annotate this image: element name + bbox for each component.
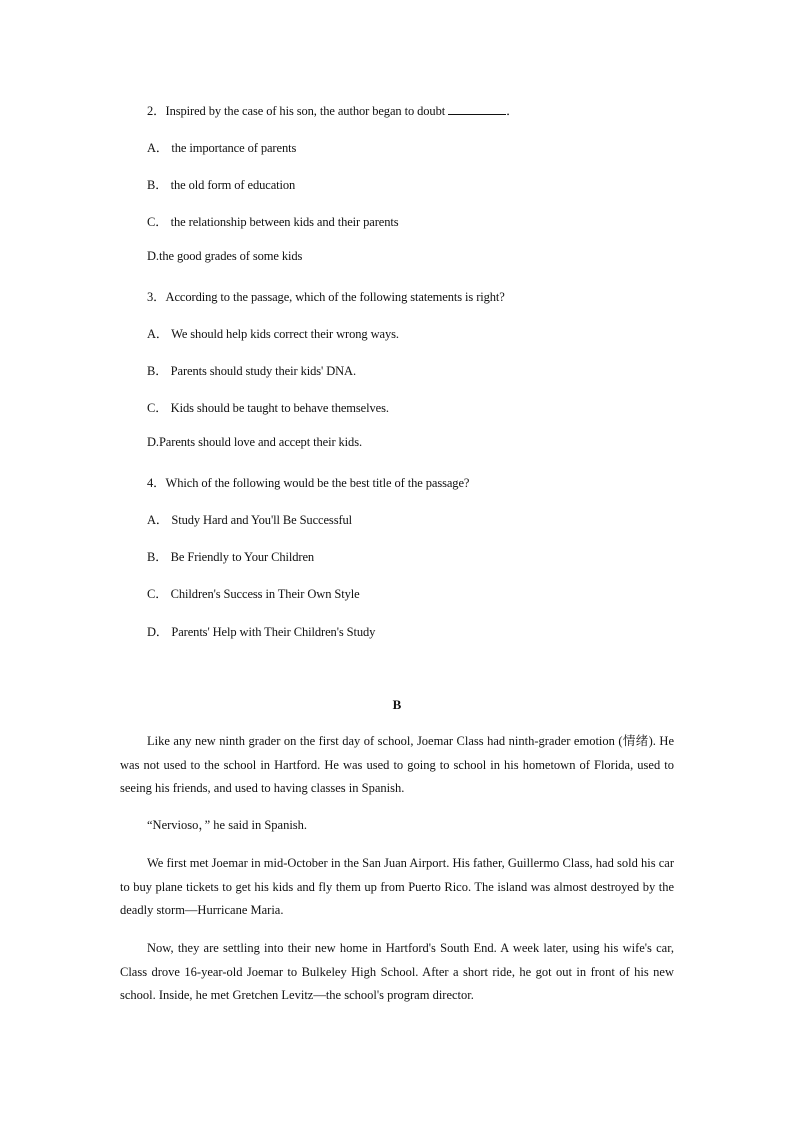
answer-blank [448,104,506,115]
question-2-option-c: C． the relationship between kids and their parents [147,215,399,229]
question-3-option-d: D.Parents should love and accept their kids. [147,435,362,449]
question-3-option-a: A． We should help kids correct their wrong ways. [147,327,399,341]
question-3-stem: 3．According to the passage, which of the following statements is right? [147,290,505,304]
question-2-option-a: A． the importance of parents [147,141,297,155]
question-4-option-d: D． Parents' Help with Their Children's Study [147,625,376,639]
question-4-stem: 4．Which of the following would be the best title of the passage? [147,476,470,490]
question-2-stem [147,101,519,119]
section-b-title: B [392,697,402,712]
question-3-option-b: B． Parents should study their kids' DNA. [147,364,357,378]
passage-paragraph-3: We first met Joemar in mid-October in the San Juan Airport. His father, Guillermo Class, had sold his car to buy plane tickets to get his kids and fly them up from Puerto Rico. The island was almost destroyed by the deadly storm—Hurricane Maria. [120,856,674,917]
question-2-stem-text: 2．Inspired by the case of his son, the author began to doubt [147,104,449,118]
passage-paragraph-1: Like any new ninth grader on the first day of school, Joemar Class had ninth-grader emotion (情绪). He was not used to the school in Hartford. He was used to going to school in his hometown of Florida, used to seeing his friends, and used to having classes in Spanish. [120,734,674,795]
question-2-stem-end: ． [506,104,519,118]
question-3-option-c: C． Kids should be taught to behave themselves. [147,401,389,415]
question-4-option-c: C． Children's Success in Their Own Style [147,587,360,601]
question-4-option-a: A． Study Hard and You'll Be Successful [147,513,353,527]
question-2-option-b: B． the old form of education [147,178,296,192]
question-4-option-b: B． Be Friendly to Your Children [147,550,315,564]
question-2-option-d: D.the good grades of some kids [147,249,303,263]
passage-paragraph-2: “Nervioso，” he said in Spanish. [147,818,308,832]
passage-paragraph-4: Now, they are settling into their new home in Hartford's South End. A week later, using his wife's car, Class drove 16-year-old Joemar to Bulkeley High School. After a short ride, he got out in front of his new school. Inside, he met Gretchen Levitz—the school's program director. [120,941,674,1002]
